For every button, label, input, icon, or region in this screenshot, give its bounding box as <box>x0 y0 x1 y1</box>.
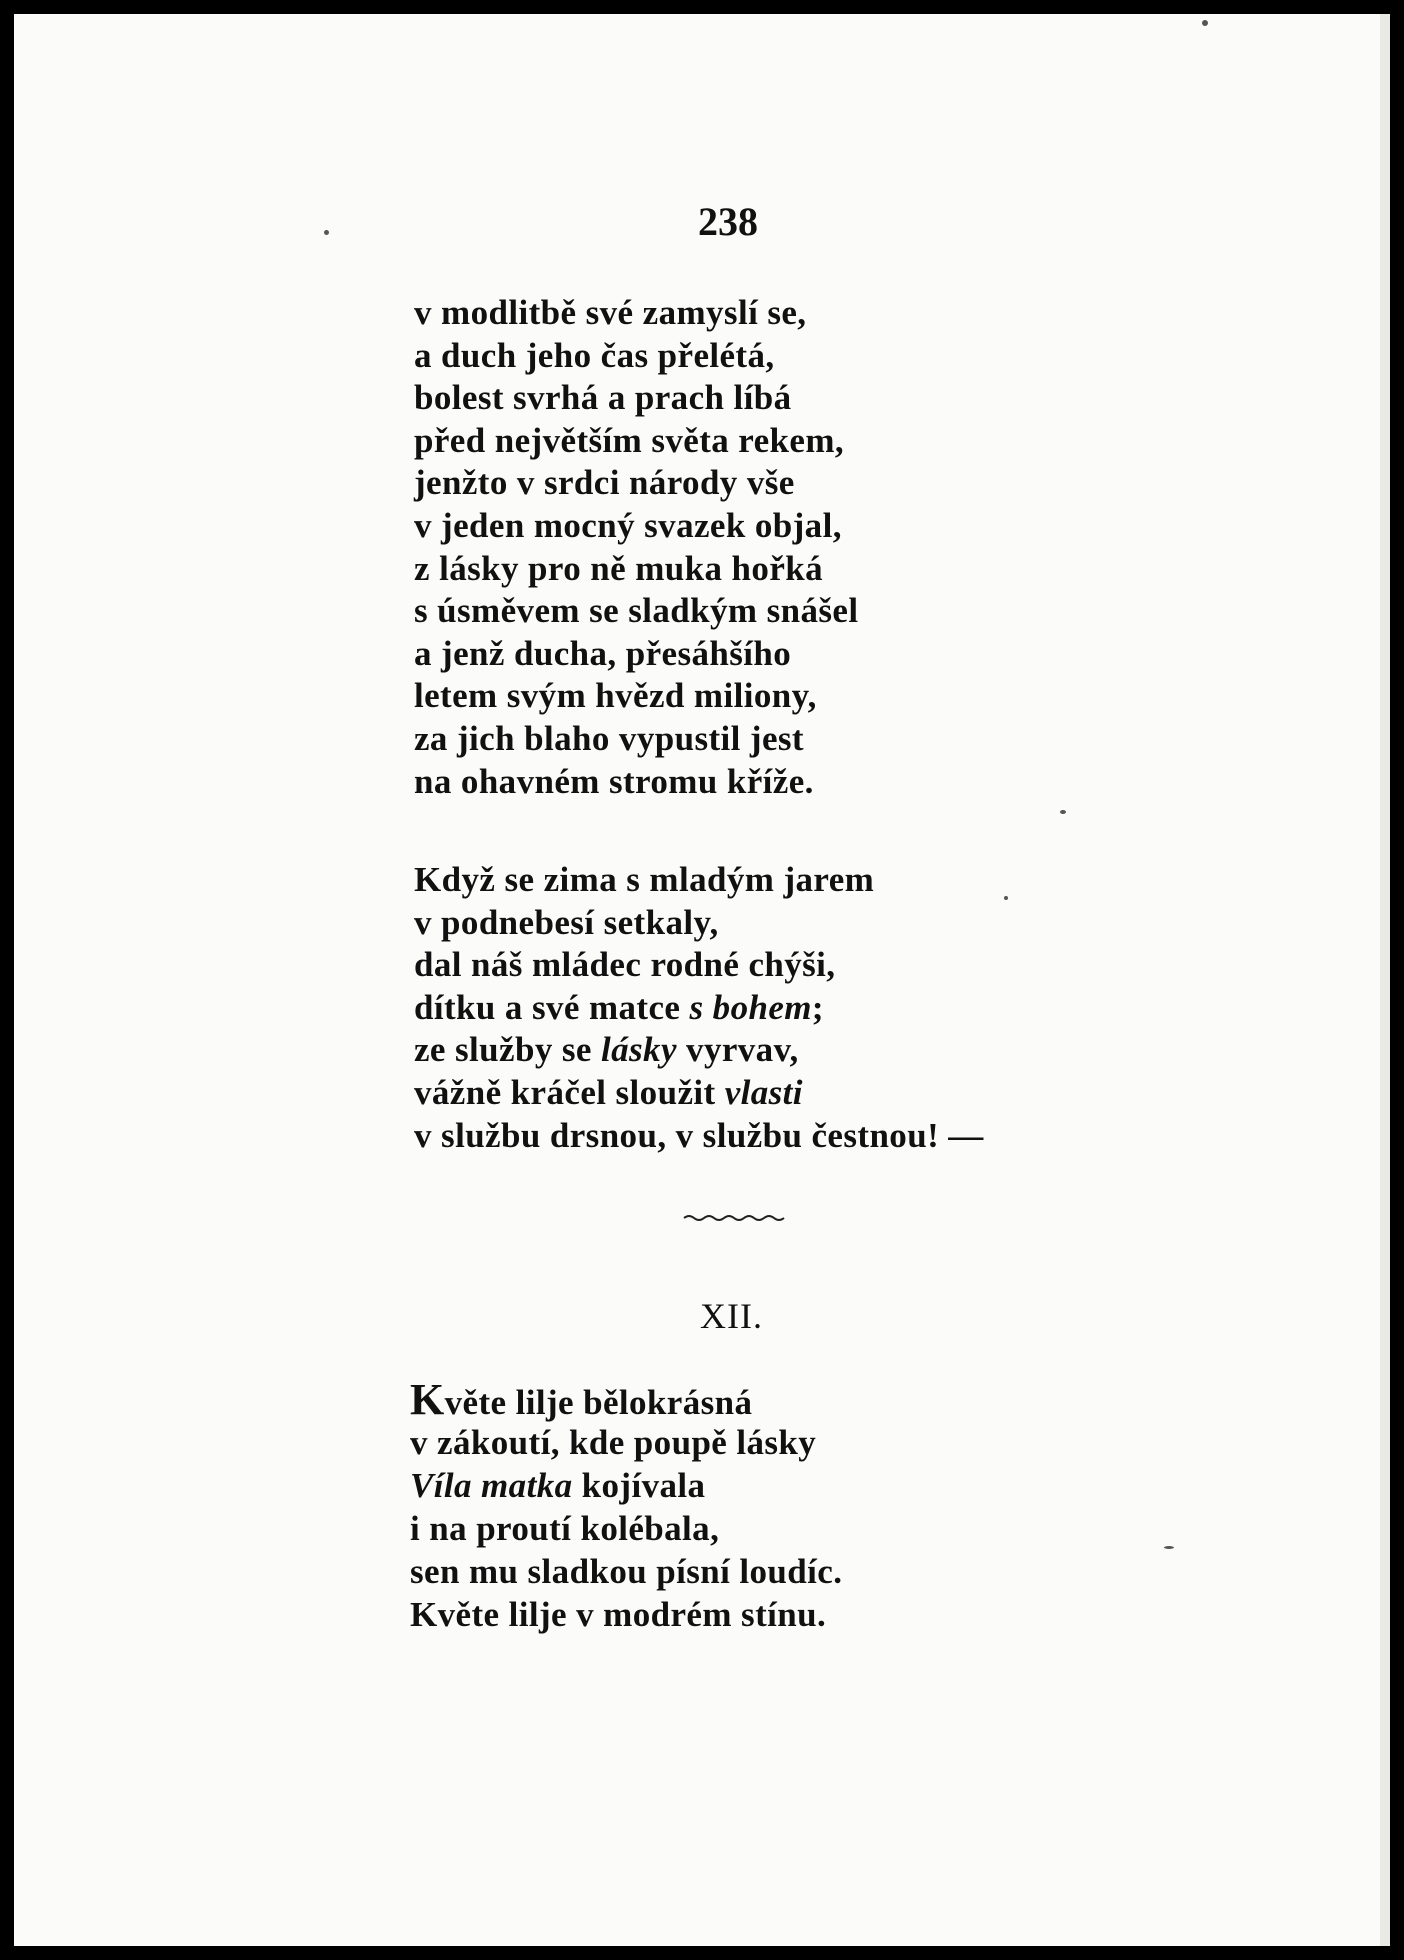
verse-line: Když se zima s mladým jarem <box>414 860 875 899</box>
verse-line: Květe lilje v modrém stínu. <box>410 1595 827 1634</box>
book-page <box>14 14 1380 1946</box>
verse-line: na ohavném stromu kříže. <box>414 761 814 801</box>
verse-line: za jich blaho vypustil jest <box>414 718 804 758</box>
verse-line <box>414 987 984 1030</box>
verse-line: v zákoutí, kde poupě lásky <box>410 1423 817 1462</box>
italic-emphasis: vlasti <box>724 1072 803 1112</box>
stanza-3 <box>410 1375 843 1636</box>
italic-emphasis: Víla matka <box>410 1466 573 1505</box>
verse-line <box>410 1375 842 1424</box>
verse-text: ze služby se <box>414 1030 601 1070</box>
verse-line: v jeden mocný svazek objal, <box>414 505 842 545</box>
verse-line <box>414 1029 984 1072</box>
verse-line: sen mu sladkou písní loudíc. <box>410 1552 843 1591</box>
initial-letter: K <box>410 1375 445 1424</box>
verse-text: kojívala <box>572 1466 706 1505</box>
section-heading: XII. <box>700 1296 763 1336</box>
verse-line: z lásky pro ně muka hořká <box>414 548 824 588</box>
verse-line: před největším světa rekem, <box>414 420 845 460</box>
verse-line: jenžto v srdci národy vše <box>414 463 795 503</box>
verse-line: a jenž ducha, přesáhšího <box>414 633 792 673</box>
paper-speck <box>1164 1546 1174 1549</box>
page-number: 238 <box>698 199 758 244</box>
stanza-2 <box>414 859 984 1157</box>
verse-text: vyrvav, <box>676 1030 799 1070</box>
paper-speck <box>1004 896 1008 900</box>
verse-text: ; <box>811 987 824 1027</box>
paper-speck <box>1202 20 1208 26</box>
verse-line: v modlitbě své zamyslí se, <box>414 293 807 332</box>
verse-text: vážně kráčel sloužit <box>414 1072 725 1112</box>
italic-emphasis: s bohem <box>689 987 812 1027</box>
verse-line: i na proutí kolébala, <box>410 1509 720 1548</box>
paper-speck <box>324 230 329 235</box>
verse-line: bolest svrhá a prach líbá <box>414 378 792 418</box>
verse-line: v službu drsnou, v službu čestnou! — <box>414 1115 984 1155</box>
stanza-1 <box>414 292 858 803</box>
ornamental-divider <box>682 1212 786 1224</box>
verse-line: v podnebesí setkaly, <box>414 902 719 942</box>
verse-line <box>414 1072 984 1115</box>
italic-emphasis: lásky <box>601 1030 677 1070</box>
verse-text: věte lilje bělokrásná <box>444 1383 753 1422</box>
verse-line <box>410 1464 842 1507</box>
paper-speck <box>1060 810 1066 814</box>
verse-line: a duch jeho čas přelétá, <box>414 335 775 375</box>
verse-line: dal náš mládec rodné chýši, <box>414 945 836 985</box>
page-right-edge <box>1380 14 1390 1946</box>
verse-text: dítku a své matce <box>414 987 690 1027</box>
verse-line: s úsměvem se sladkým snášel <box>414 591 859 631</box>
verse-line: letem svým hvězd miliony, <box>414 676 817 716</box>
